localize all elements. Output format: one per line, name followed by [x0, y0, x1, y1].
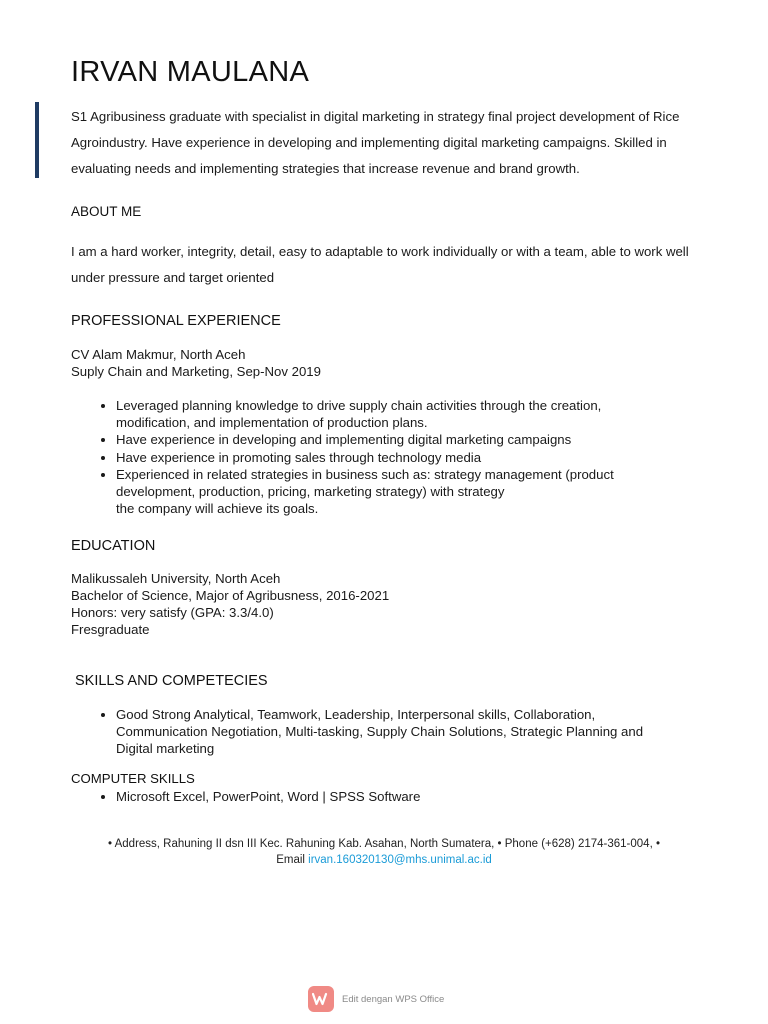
computer-skills-bullets	[93, 788, 676, 805]
list-item: • Experienced in related strategies in business such as: strategy management (product development, production, pricing, marketing strategy) with strategy the company will achieve its goals.	[116, 466, 646, 518]
wps-office-icon	[308, 986, 334, 1012]
skills-bullets	[93, 706, 681, 758]
email-link[interactable]: irvan.160320130@mhs.unimal.ac.id	[308, 854, 492, 866]
experience-details	[71, 346, 321, 380]
summary-accent-bar	[35, 102, 39, 178]
about-heading: ABOUT ME	[71, 204, 142, 219]
education-honors: Honors: very satisfy (GPA: 3.3/4.0)	[71, 605, 274, 620]
list-item: • Microsoft Excel, PowerPoint, Word | SPSS Software	[116, 788, 676, 805]
resume-name: IRVAN MAULANA	[71, 56, 310, 88]
contact-line: • Address, Rahuning II dsn III Kec. Rahuning Kab. Asahan, North Sumatera, • Phone (+628) 2174-361-004, •	[108, 838, 660, 850]
contact-email-line	[60, 852, 708, 868]
email-label: Email	[276, 854, 305, 866]
education-heading: EDUCATION	[71, 538, 156, 554]
summary-text: S1 Agribusiness graduate with specialist in digital marketing in strategy final project development of Rice Agroindustry. Have experience in developing and implementing digital marketing campaigns. Skilled in evaluating needs and implementing strategies that increase revenue and brand growth.	[71, 109, 680, 176]
education-status: Fresgraduate	[71, 622, 150, 637]
list-item: • Have experience in promoting sales through technology media	[116, 449, 676, 466]
list-item: • Good Strong Analytical, Teamwork, Leadership, Interpersonal skills, Collaboration, Communication Negotiation, Multi-tasking, Supply Chain Solutions, Strategic Planning and Digital marketing	[116, 706, 681, 758]
experience-heading: PROFESSIONAL EXPERIENCE	[71, 313, 281, 329]
list-item: • Leveraged planning knowledge to drive supply chain activities through the creation, modification, and implementation of production plans.	[116, 397, 676, 431]
experience-company: CV Alam Makmur, North Aceh	[71, 347, 246, 362]
about-text: I am a hard worker, integrity, detail, easy to adaptable to work individually or with a team, able to work well under pressure and target oriented	[71, 244, 689, 285]
experience-bullets	[93, 397, 676, 517]
education-details	[71, 570, 389, 638]
list-item: • Have experience in developing and implementing digital marketing campaigns	[116, 431, 676, 448]
contact-footer	[60, 836, 708, 868]
education-degree: Bachelor of Science, Major of Agribusness, 2016-2021	[71, 588, 390, 603]
wps-watermark-text: Edit dengan WPS Office	[342, 993, 445, 1005]
experience-role: Suply Chain and Marketing, Sep-Nov 2019	[71, 364, 321, 379]
education-school: Malikussaleh University, North Aceh	[71, 571, 281, 586]
skills-heading: SKILLS AND COMPETECIES	[75, 673, 268, 689]
computer-skills-heading: COMPUTER SKILLS	[71, 771, 195, 786]
wps-watermark[interactable]	[308, 986, 444, 1012]
